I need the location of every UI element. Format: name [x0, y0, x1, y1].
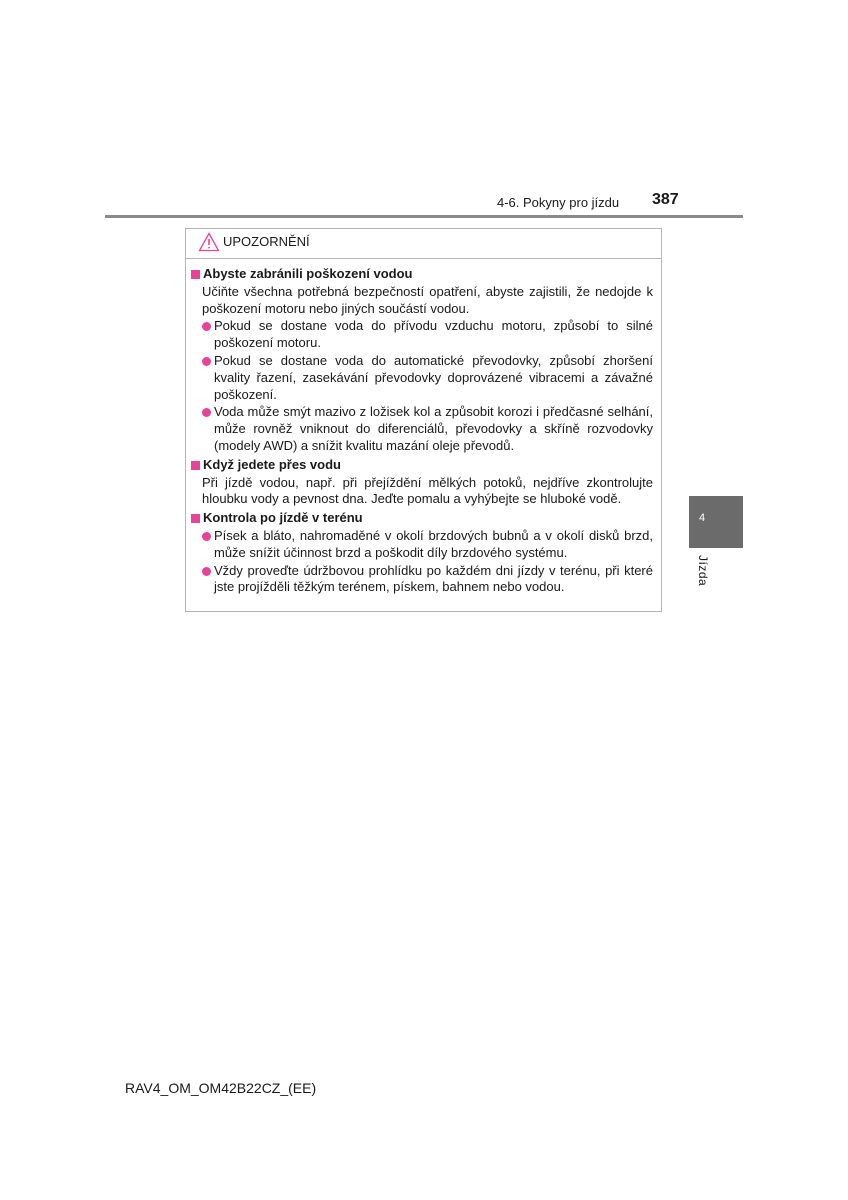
round-bullet-icon [202, 322, 211, 331]
section-driving-through-water [191, 457, 653, 508]
warning-header [186, 229, 661, 259]
page-number: 387 [652, 191, 679, 208]
section-heading [191, 510, 653, 527]
warning-title: UPOZORNĚNÍ [223, 234, 310, 249]
list-item [202, 353, 653, 403]
list-item [202, 528, 653, 562]
section-heading-text: Kontrola po jízdě v terénu [203, 510, 363, 526]
chapter-tab [689, 496, 743, 548]
square-bullet-icon [191, 270, 200, 279]
section-text: Při jízdě vodou, např. při přejíždění mělkých potoků, nejdříve zkontrolujte hloubku vody a pevnost dna. Jeďte pomalu a vyhýbejte se hluboké vodě. [202, 474, 653, 507]
section-heading-text: Abyste zabránili poškození vodou [203, 266, 413, 281]
footer-code: RAV4_OM_OM42B22CZ_(EE) [125, 1080, 317, 1096]
chapter-label: Jízda [696, 555, 710, 587]
section-offroad-inspection [191, 510, 653, 596]
square-bullet-icon [191, 461, 200, 470]
section-heading [191, 266, 653, 283]
list-item [202, 404, 653, 454]
round-bullet-icon [202, 532, 211, 541]
list-item [202, 563, 653, 597]
round-bullet-icon [202, 357, 211, 366]
square-bullet-icon [191, 514, 200, 523]
round-bullet-icon [202, 567, 211, 576]
list-item-text: Písek a bláto, nahromaděné v okolí brzdových bubnů a v okolí disků brzd, může snížit účinnost brzd a poškodit díly brzdového systému. [214, 527, 653, 560]
chapter-number: 4 [699, 512, 706, 524]
list-item [202, 318, 653, 352]
section-text: Učiňte všechna potřebná bezpečností opatření, abyste zajistili, že nedojde k poškození motoru nebo jiných součástí vodou. [202, 283, 653, 316]
list-item-text: Pokud se dostane voda do automatické převodovky, způsobí zhoršení kvality řazení, zasekávání převodovky doprovázené vibracemi a závažné poškození. [214, 352, 653, 402]
header-rule [105, 215, 743, 218]
warning-body [186, 259, 661, 596]
warning-box [185, 228, 662, 612]
list-item-text: Voda může smýt mazivo z ložisek kol a způsobit korozi i předčasné selhání, může rovněž vniknout do diferenciálů, převodovky a skříně rozvodovky (modely AWD) a snížit kvalitu mazání oleje převodů. [214, 404, 653, 453]
section-water-damage [191, 266, 653, 455]
round-bullet-icon [202, 408, 211, 417]
list-item-text: Pokud se dostane voda do přívodu vzduchu motoru, způsobí to silné poškození motoru. [214, 318, 653, 351]
warning-triangle-icon [198, 232, 220, 252]
section-heading-text: Když jedete přes vodu [203, 456, 341, 472]
header-section-title: 4-6. Pokyny pro jízdu [497, 195, 620, 210]
section-heading [191, 457, 653, 474]
list-item-text: Vždy proveďte údržbovou prohlídku po každém dni jízdy v terénu, při které jste projížděli těžkým terénem, pískem, bahnem nebo vodou. [214, 562, 653, 595]
